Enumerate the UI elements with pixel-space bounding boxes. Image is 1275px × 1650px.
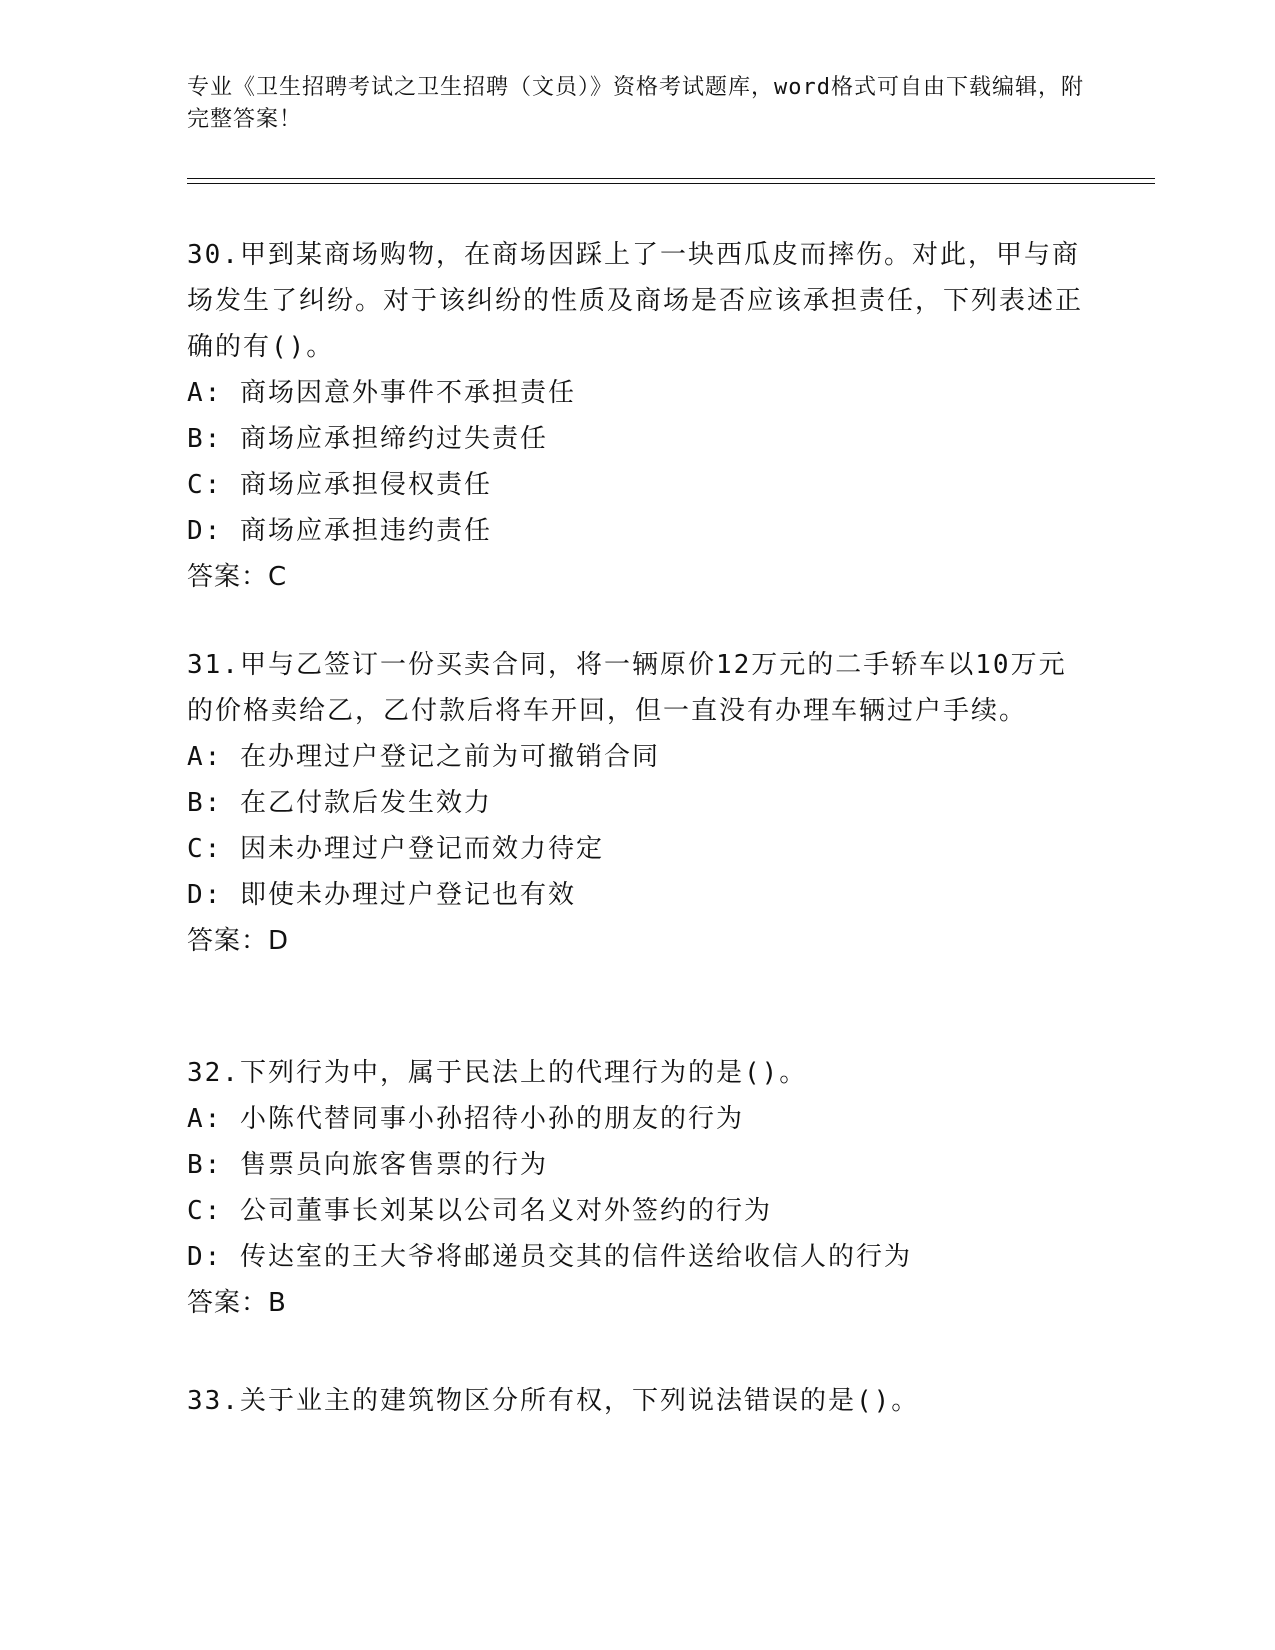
header-divider-bottom [187, 183, 1155, 184]
option-c: C: 公司董事长刘某以公司名义对外签约的行为 [187, 1196, 772, 1226]
option-c: C: 商场应承担侵权责任 [187, 470, 492, 500]
question-stem: 32.下列行为中，属于民法上的代理行为的是()。 [187, 1058, 808, 1088]
answer-line: 答案：B [187, 1288, 287, 1318]
document-header: 专业《卫生招聘考试之卫生招聘（文员）》资格考试题库，word格式可自由下载编辑，附完整答案！ [187, 75, 1084, 132]
header-divider-top [187, 178, 1155, 179]
option-d: D: 即使未办理过户登记也有效 [187, 880, 576, 910]
option-d: D: 商场应承担违约责任 [187, 516, 492, 546]
answer-line: 答案：D [187, 926, 290, 956]
question-30 [187, 232, 1087, 600]
question-31 [187, 642, 1087, 964]
option-b: B: 在乙付款后发生效力 [187, 788, 492, 818]
answer-line: 答案：C [187, 562, 288, 592]
question-stem: 30.甲到某商场购物，在商场因踩上了一块西瓜皮而摔伤。对此，甲与商场发生了纠纷。对于该纠纷的性质及商场是否应该承担责任，下列表述正确的有()。 [187, 240, 1084, 362]
option-d: D: 传达室的王大爷将邮递员交其的信件送给收信人的行为 [187, 1242, 912, 1272]
question-stem: 31.甲与乙签订一份买卖合同，将一辆原价12万元的二手轿车以10万元的价格卖给乙，乙付款后将车开回，但一直没有办理车辆过户手续。 [187, 650, 1067, 726]
option-c: C: 因未办理过户登记而效力待定 [187, 834, 604, 864]
option-a: A: 商场因意外事件不承担责任 [187, 378, 576, 408]
question-32 [187, 1050, 1087, 1326]
option-b: B: 商场应承担缔约过失责任 [187, 424, 548, 454]
question-stem: 33.关于业主的建筑物区分所有权，下列说法错误的是()。 [187, 1386, 920, 1416]
option-a: A: 小陈代替同事小孙招待小孙的朋友的行为 [187, 1104, 744, 1134]
question-33 [187, 1378, 1087, 1424]
option-a: A: 在办理过户登记之前为可撤销合同 [187, 742, 660, 772]
option-b: B: 售票员向旅客售票的行为 [187, 1150, 548, 1180]
